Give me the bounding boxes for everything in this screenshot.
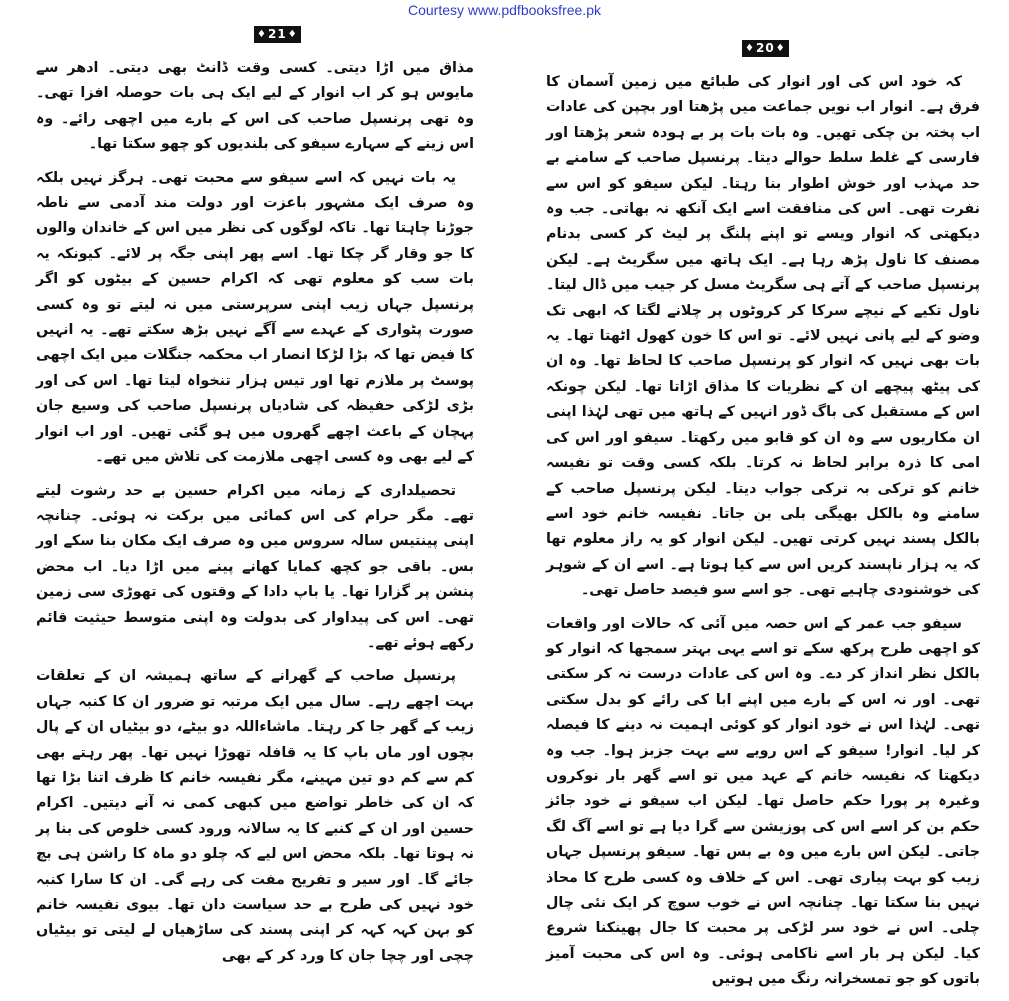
page-20-text	[546, 70, 980, 1001]
paragraph: پرنسپل صاحب کے گھرانے کے ساتھ ہمیشہ ان کے تعلقات بہت اچھے رہے۔ سال میں ایک مرتبہ تو ضرور ان کا کنبہ جہاں زیب کے گھر جا کر رہتا۔ ماشاءاللہ دو بیٹے، دو بیٹیاں ان کے پال بچوں اور ماں باپ کا یہ قافلہ تھوڑا نہیں تھا۔ پھر رہتے بھی کم سے کم دو تین مہینے، مگر نفیسہ خانم کا ظرف اتنا بڑا تھا کہ ان کی خاطر تواضع میں کبھی کمی نہ آنے دیتیں۔ اکرام حسین اور ان کے کنبے کا یہ سالانہ ورود کسی خلوص کی بنا پر نہ ہوتا تھا۔ بلکہ محض اس لیے کہ چلو دو ماہ کا راشن ہی بچ جائے گا۔ اور سیر و تفریح مفت کی رہے گی۔ ان کا سارا کنبہ خود نہیں کی طرح بے حد سیاست دان تھا۔ بیوی نفیسہ خانم کو بہن کہہ کہہ کر اپنی پسند کی ساڑھیاں لے لیتی تو بیٹیاں چچی اور چچا جان کا ورد کر کے بھی	[36, 668, 474, 964]
paragraph: مذاق میں اڑا دیتی۔ کسی وقت ڈانٹ بھی دیتی۔ ادھر سے مایوس ہو کر اب انوار کے لیے ایک ہی بات حوصلہ افزا تھی۔ وہ تھی پرنسپل صاحب کی اس کے بارے میں اچھی رائے۔ وہ اس زینے کے سہارے سیفو کی بلندیوں کو چھو سکتا تھا۔	[36, 60, 474, 153]
paragraph: سیفو جب عمر کے اس حصہ میں آئی کہ حالات اور واقعات کو اچھی طرح پرکھ سکے تو اسے یہی بہتر سمجھا کہ انوار کو بالکل نظر انداز کر دے۔ وہ اس کی عادات درست نہ کر سکتی تھی۔ اور نہ اس کے بارے میں اپنے ابا کی رائے کو بدل سکتی تھی۔ لہٰذا اس نے خود انوار کو کوئی اہمیت نہ دینے کا فیصلہ کر لیا۔ انوار! سیفو کے اس رویے سے بہت جزبز ہوا۔ جب وہ دیکھتا کہ نفیسہ خانم کے عہد میں تو اسے گھر بار نوکروں وغیرہ پر پورا حکم حاصل تھا۔ لیکن اب سیفو نے خود جائز حکم بن کر اسے اس کی پوزیشن سے گرا دیا ہے تو اسے آگ لگ جاتی۔ لیکن اس بارے میں وہ بے بس تھا۔ سیفو پرنسپل جہاں زیب کو بہت پیاری تھی۔ اس کے خلاف وہ کسی طرح کا محاذ نہیں بنا سکتا تھا۔ چنانچہ اس نے خوب سوچ کر ایک نئی چال چلی۔ اس نے خود سر لڑکی پر محبت کا جال پھینکنا شروع کیا۔ لیکن ہر بار اسے ناکامی ہوئی۔ وہ اس کی محبت آمیز باتوں کو جو تمسخرانہ رنگ میں ہوتیں	[546, 615, 980, 988]
paragraph: کہ خود اس کی اور انوار کی طبائع میں زمین آسمان کا فرق ہے۔ انوار اب نویں جماعت میں پڑھتا اور بچپن کی عادات اب پختہ بن چکی تھیں۔ وہ بات بات پر بے ہودہ شعر پڑھتا اور فارسی کے غلط سلط حوالے دیتا۔ پرنسپل صاحب کے سامنے بے حد مہذب اور خوش اطوار بنا رہتا۔ لیکن سیفو کو اس سے نفرت تھی۔ اس کی منافقت اسے ایک آنکھ نہ بھاتی۔ جب وہ دیکھتی کہ انوار ویسے تو اپنے پلنگ پر لیٹ کر کسی بدنام مصنف کا ناول پڑھ رہا ہے۔ ایک ہاتھ میں سگریٹ ہے۔ لیکن پرنسپل صاحب کے آتے ہی سگریٹ مسل کر جیب میں ڈال لیتا۔ ناول تکیے کے نیچے سرکا کر کروٹوں پر چلانے لگتا کہ ابھی تک وضو کے لیے پانی نہیں لائے۔ تو اس کا خون کھول اٹھتا تھا۔ یہ بات بھی نہیں کہ انوار کو پرنسپل صاحب کا لحاظ تھا۔ وہ ان کی پیٹھ پیچھے ان کے نظریات کا مذاق اڑاتا تھا۔ لیکن چونکہ اس کے مستقبل کی باگ ڈور انہیں کے ہاتھ میں تھی لہٰذا اپنی ان مکاریوں سے وہ ان کو قابو میں رکھتا۔ سیفو اور اس کی امی کا ذرہ برابر لحاظ نہ کرتا۔ بلکہ کسی وقت تو نفیسہ خانم کو ترکی بہ ترکی جواب دیتا۔ لیکن پرنسپل صاحب کے سامنے وہ بالکل بھیگی بلی بن جاتا۔ نفیسہ خانم خود اسے بالکل پسند نہیں کرتی تھیں۔ لیکن انوار کو یہ راز معلوم تھا کہ یہ ہزار ناپسند کریں اس سے کیا ہوتا ہے۔ اسے ان کے شوہر کی خوشنودی چاہیے تھی۔ جو اسے سو فیصد حاصل تھی۔	[546, 74, 980, 599]
page-number-20: ♦ 20 ♦	[742, 40, 789, 57]
paragraph: تحصیلداری کے زمانہ میں اکرام حسین بے حد رشوت لیتے تھے۔ مگر حرام کی اس کمائی میں برکت نہ ہوئی۔ چنانچہ اپنی پینتیس سالہ سروس میں وہ صرف ایک مکان بنا سکے اور بس۔ باقی جو کچھ کمایا کھانے پینے میں اڑا دیا۔ اب محض پنشن پر گزارا تھا۔ یا باپ دادا کے وقتوں کی تھوڑی سی زمین تھی۔ اس کی پیداوار کی بدولت وہ اپنی متوسط حیثیت قائم رکھے ہوئے تھے۔	[36, 482, 474, 651]
courtesy-header[interactable]: Courtesy www.pdfbooksfree.pk	[408, 2, 601, 18]
paragraph: یہ بات نہیں کہ اسے سیفو سے محبت تھی۔ ہرگز نہیں بلکہ وہ صرف ایک مشہور باعزت اور دولت مند آدمی سے ناطہ جوڑنا چاہتا تھا۔ تاکہ لوگوں کی نظر میں اس کے خاندان والوں کا جو وقار گر چکا تھا۔ اسے پھر اپنی جگہ پر لائے۔ کیونکہ یہ بات سب کو معلوم تھی کہ اکرام حسین کے بیٹوں کو اگر پرنسپل جہاں زیب اپنی سرپرستی میں نہ لیتے تو وہ کسی صورت پٹواری کے عہدے سے آگے نہیں بڑھ سکتے تھے۔ یہ انہیں کا فیض تھا کہ بڑا لڑکا انصار اب محکمہ جنگلات میں ایک اچھی پوسٹ پر ملازم تھا اور تیس ہزار تنخواہ لیتا تھا۔ اس کی اور بڑی لڑکی حفیظہ کی شادیاں پرنسپل صاحب کی وسیع جان پہچان کے باعث اچھے گھروں میں ہو گئی تھیں۔ اور اب انوار کے لیے بھی وہ کسی اچھی ملازمت کی تلاش میں تھے۔	[36, 169, 474, 466]
page-number-21: ♦ 21 ♦	[254, 26, 301, 43]
page-20	[546, 40, 980, 988]
page-21-text	[36, 56, 474, 977]
page-21	[36, 26, 474, 964]
